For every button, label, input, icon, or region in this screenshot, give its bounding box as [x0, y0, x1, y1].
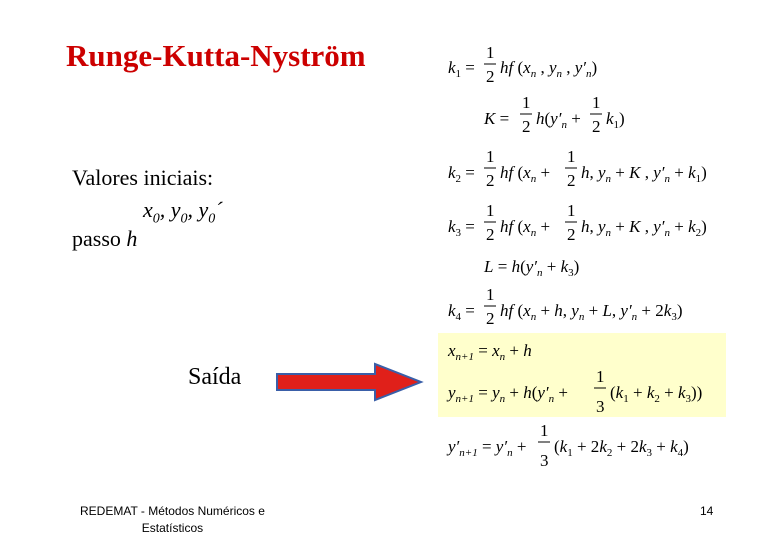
step-variable: h	[126, 226, 138, 251]
svg-text:k1 =: $k_1$ =	[448, 58, 475, 80]
svg-text:h, yn + K , y′n + k1): h, $y_n + K$ , $y'_n + k_1$)	[581, 163, 707, 185]
svg-text:1: 1	[592, 93, 601, 112]
svg-text:2: 2	[486, 171, 495, 190]
svg-text:h(y′n +: $h(y'_n$ +	[536, 109, 581, 131]
svg-text:hf (xn +: hf ($x_n$ +	[500, 163, 551, 185]
svg-text:3: 3	[540, 451, 549, 470]
svg-text:1: 1	[596, 367, 605, 386]
svg-text:k3 =: $k_3$ =	[448, 217, 475, 239]
svg-text:3: 3	[596, 397, 605, 416]
svg-text:1: 1	[486, 147, 495, 166]
svg-text:k1): $k_1$)	[606, 109, 625, 131]
footer-line-1: REDEMAT - Métodos Numéricos e	[80, 504, 265, 518]
svg-text:hf (xn +: hf ($x_n$ +	[500, 217, 551, 239]
svg-text:1: 1	[486, 201, 495, 220]
equation-y-next	[446, 367, 702, 416]
svg-text:1: 1	[486, 43, 495, 62]
svg-text:K =: K =	[484, 109, 510, 128]
equation-k4	[448, 285, 682, 328]
svg-text:1: 1	[540, 421, 549, 440]
svg-text:(k1 + 2k2 + 2k3 + k4): $(k_1 + 2k_2 + 2k_3 + k_4)$	[554, 437, 689, 459]
svg-text:2: 2	[486, 67, 495, 86]
equation-k3	[448, 201, 707, 244]
svg-text:hf (xn , yn , y′n): hf ($x_n$ , $y_n$ , $y'_n$)	[500, 58, 598, 80]
slide-title: Runge-Kutta-Nyström	[66, 38, 366, 73]
svg-text:k4 =: $k_4$ =	[448, 301, 475, 323]
step-prefix: passo	[72, 226, 127, 251]
svg-text:1: 1	[567, 147, 576, 166]
svg-text:h, yn + K , y′n + k2): h, $y_n + K$ , $y'_n + k_2$)	[581, 217, 707, 239]
equation-x-next	[447, 341, 532, 363]
equation-k2	[448, 147, 707, 190]
initial-values-label: Valores iniciais:	[72, 165, 214, 190]
output-label: Saída	[188, 364, 242, 390]
svg-text:2: 2	[486, 309, 495, 328]
svg-text:1: 1	[522, 93, 531, 112]
svg-text:2: 2	[567, 171, 576, 190]
svg-text:k2 =: $k_2$ =	[448, 163, 475, 185]
footer-course-name	[80, 503, 265, 537]
svg-text:y′n+1 = y′n +: $y'_{n+1} = y'_n$ +	[448, 437, 527, 459]
svg-text:hf (xn + h, yn + L, y′n + 2k3): hf ($x_n + h$, $y_n + L$, $y'_n + 2k_3$)	[500, 301, 683, 323]
equation-K	[483, 93, 625, 136]
svg-text:2: 2	[522, 117, 531, 136]
footer-line-2: Estatísticos	[141, 521, 204, 535]
svg-text:2: 2	[592, 117, 601, 136]
svg-text:yn+1 = yn + h(y′n +: $y_{n+1} = y_n + h(y'_n$ +	[448, 383, 568, 405]
equation-yp-next	[446, 421, 689, 470]
equation-k1	[448, 43, 597, 86]
svg-text:1: 1	[567, 201, 576, 220]
svg-text:L = h(y′n + k3): $L = h(y'_n + k_3)$	[484, 257, 580, 279]
svg-text:2: 2	[486, 225, 495, 244]
svg-text:xn+1 = xn + h: $x_{n+1} = x_n + h$	[448, 341, 532, 363]
svg-text:(k1 + k2 + k3)): $(k_1 + k_2 + k_3)$)	[610, 383, 703, 405]
equation-L	[483, 257, 579, 279]
page-number: 14	[700, 504, 714, 518]
initial-values-vars: $x_0$, $y_0$, $y_0´$	[143, 197, 223, 227]
svg-text:2: 2	[567, 225, 576, 244]
svg-text:1: 1	[486, 285, 495, 304]
